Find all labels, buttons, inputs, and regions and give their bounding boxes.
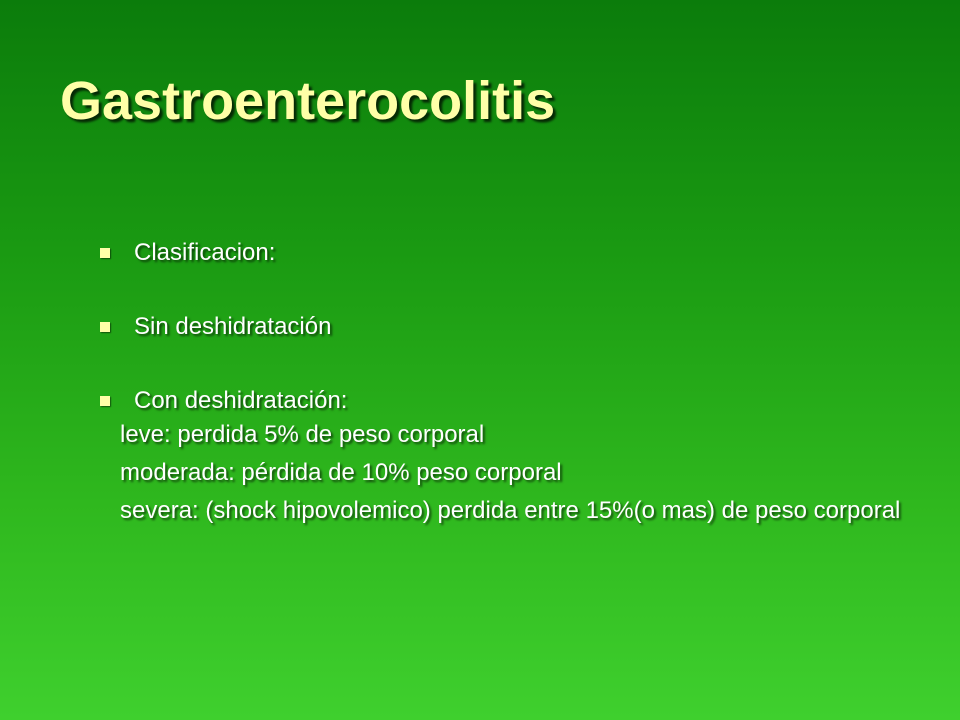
square-bullet-icon [100, 322, 110, 332]
sub-item-severa: severa: (shock hipovolemico) perdida entre 15%(o mas) de peso corporal [120, 497, 901, 524]
bullet-item-sin-deshidratacion [100, 312, 920, 342]
sub-item-leve: leve: perdida 5% de peso corporal [120, 421, 485, 448]
square-bullet-icon [100, 396, 110, 406]
square-bullet-icon [100, 248, 110, 258]
bullet-text: Clasificacion: [134, 239, 276, 266]
slide-title: Gastroenterocolitis [60, 71, 556, 131]
bullet-text: Sin deshidratación [134, 313, 332, 340]
sub-item-moderada: moderada: pérdida de 10% peso corporal [120, 459, 562, 486]
bullet-item-clasificacion [100, 238, 920, 268]
bullet-text: Con deshidratación: [134, 387, 348, 414]
bullet-item-con-deshidratacion [100, 386, 920, 416]
slide-body [100, 238, 920, 534]
